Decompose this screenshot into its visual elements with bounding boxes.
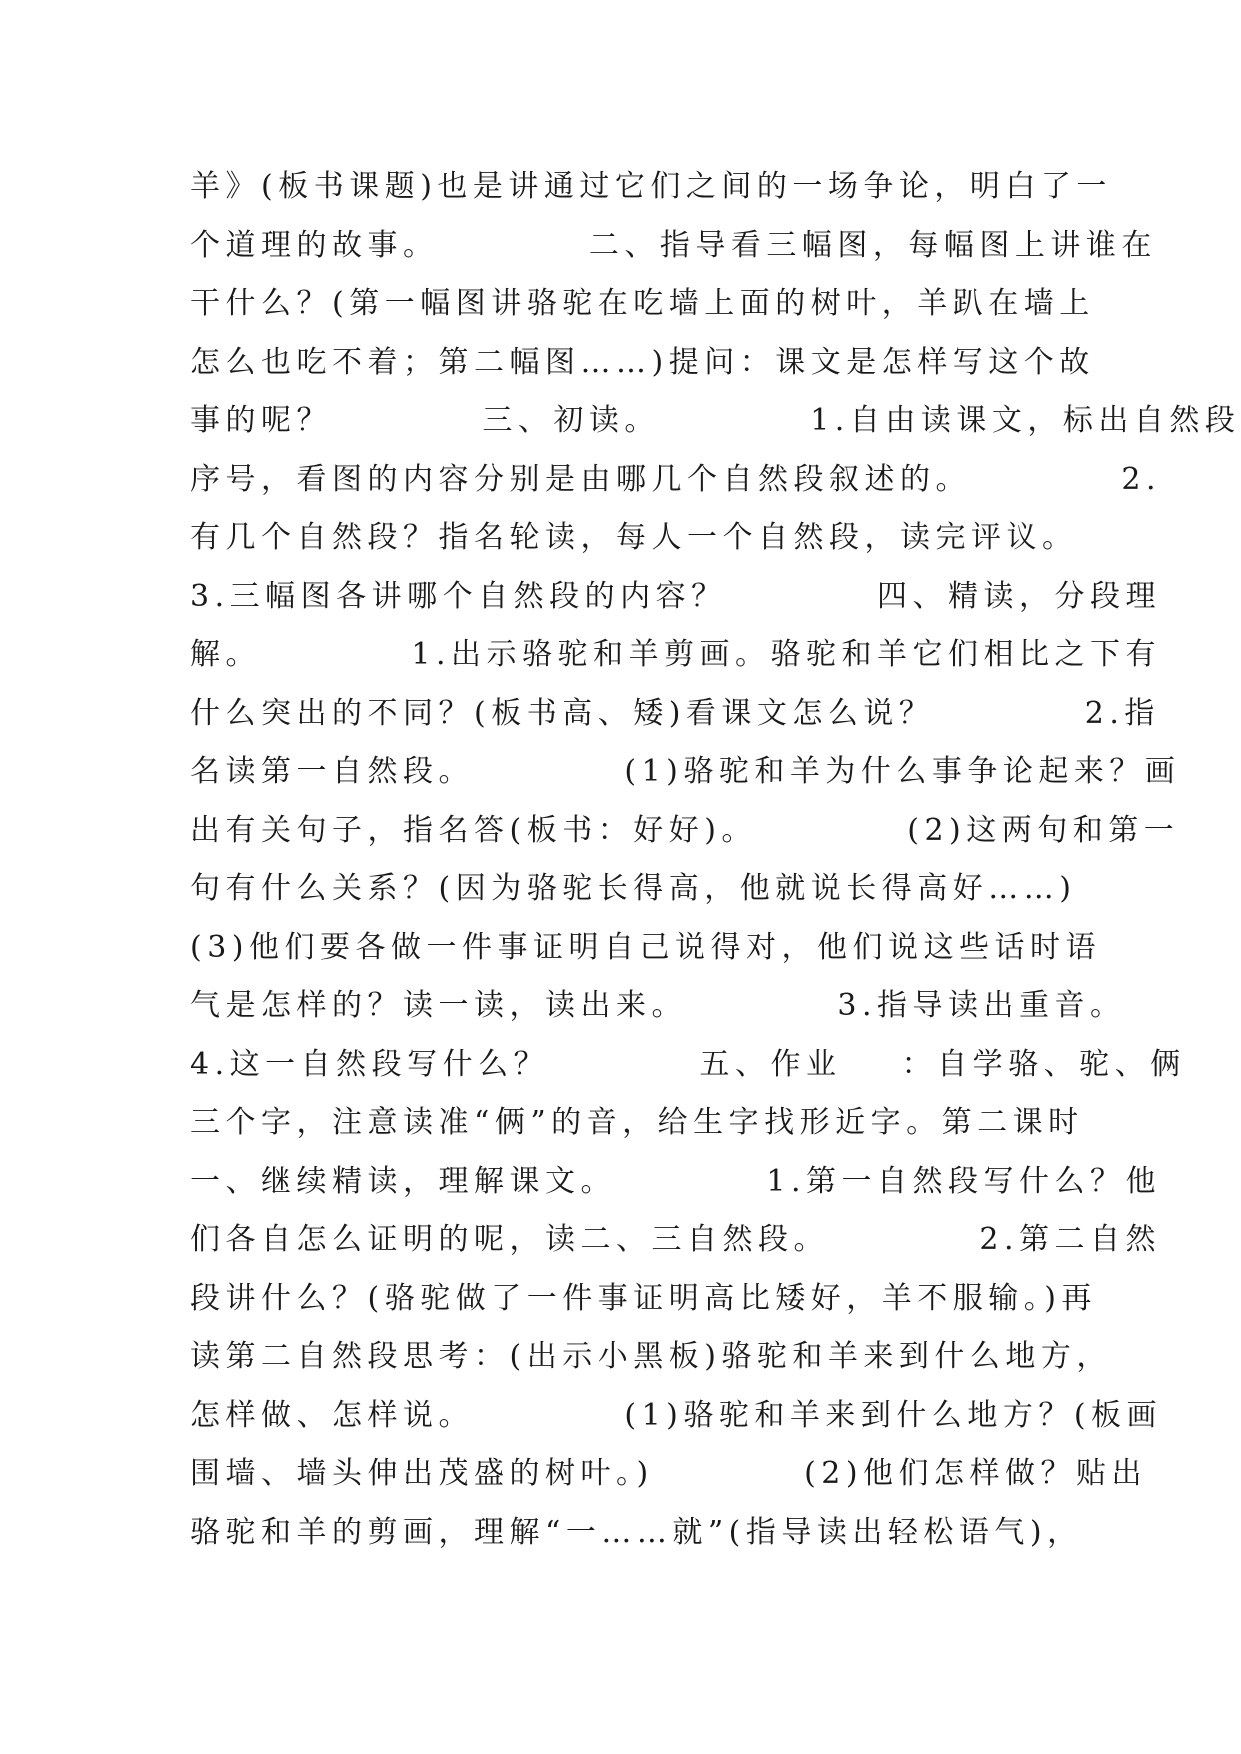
text-line: 羊》(板书课题)也是讲通过它们之间的一场争论，明白了一 — [190, 169, 1112, 204]
text-line: 什么突出的不同？(板书高、矮)看课文怎么说？ 2.指 — [190, 695, 1160, 731]
text-line: 3.三幅图各讲哪个自然段的内容？ 四、精读，分段理 — [190, 578, 1161, 614]
text-line: 干什么？(第一幅图讲骆驼在吃墙上面的树叶，羊趴在墙上 — [190, 286, 1095, 321]
text-line: 4.这一自然段写什么？ 五、作业 ：自学骆、驼、俩 — [190, 1046, 1186, 1082]
text-line: 个道理的故事。 二、指导看三幅图，每幅图上讲谁在 — [190, 227, 1157, 263]
body-text — [190, 158, 1241, 1562]
text-line: 解。 1.出示骆驼和羊剪画。骆驼和羊它们相比之下有 — [190, 637, 1161, 672]
text-line: 怎么也吃不着；第二幅图……)提问：课文是怎样写这个故 — [190, 344, 1095, 380]
text-line: 怎样做、怎样说。 (1)骆驼和羊来到什么地方？(板画 — [190, 1397, 1163, 1433]
text-line: 有几个自然段？指名轮读，每人一个自然段，读完评议。 — [190, 520, 1078, 555]
text-line: 出有关句子，指名答(板书：好好)。 (2)这两句和第一 — [190, 812, 1180, 848]
text-line: 读第二自然段思考：(出示小黑板)骆驼和羊来到什么地方， — [190, 1339, 1112, 1374]
text-line: (3)他们要各做一件事证明自己说得对，他们说这些话时语 — [190, 929, 1101, 965]
text-line: 气是怎样的？读一读，读出来。 3.指导读出重音。 — [190, 988, 1126, 1023]
text-line: 围墙、墙头伸出茂盛的树叶。) (2)他们怎样做？贴出 — [190, 1456, 1148, 1491]
text-line: 句有什么关系？(因为骆驼长得高，他就说长得高好……) — [190, 871, 1077, 906]
text-line: 段讲什么？(骆驼做了一件事证明高比矮好，羊不服输。)再 — [190, 1280, 1097, 1316]
text-line: 一、继续精读，理解课文。 1.第一自然段写什么？他 — [190, 1163, 1161, 1199]
text-line: 骆驼和羊的剪画，理解“一……就”(指导读出轻松语气)， — [190, 1514, 1083, 1550]
text-line: 名读第一自然段。 (1)骆驼和羊为什么事争论起来？画 — [190, 754, 1181, 789]
text-line: 们各自怎么证明的呢，读二、三自然段。 2.第二自然 — [190, 1222, 1161, 1257]
text-line: 序号，看图的内容分别是由哪几个自然段叙述的。 2. — [190, 461, 1161, 497]
text-line: 事的呢？ 三、初读。 1.自由读课文，标出自然段 — [190, 403, 1241, 438]
text-line: 三个字，注意读准“俩”的音，给生字找形近字。第二课时 — [190, 1105, 1084, 1140]
